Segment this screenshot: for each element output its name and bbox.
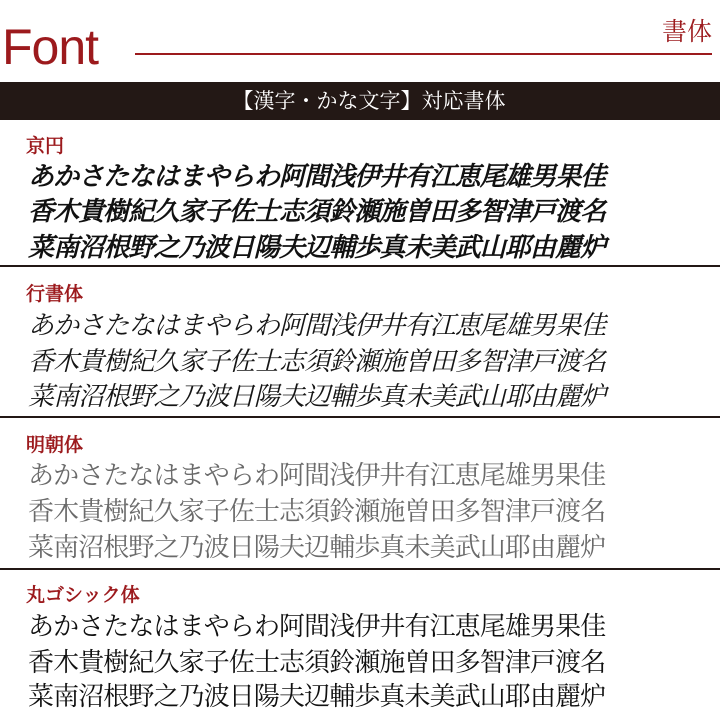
font-sample-line: 菜南沼根野之乃波日陽夫辺輔歩真未美武山耶由麗炉	[28, 382, 606, 412]
page-subtitle: 書体	[661, 17, 712, 46]
font-section-gyosho	[0, 267, 720, 416]
font-sample-line: あかさたなはまやらわ阿間浅伊井有江恵尾雄男果佳	[28, 461, 606, 491]
font-sample-line: 香木貴樹紀久家子佐士志須鈴瀬施曽田多智津戸渡名	[28, 347, 606, 377]
font-sample-line: 香木貴樹紀久家子佐士志須鈴瀬施曽田多智津戸渡名	[28, 648, 606, 678]
font-section-title: 京円	[26, 135, 65, 157]
font-sample-line: 菜南沼根野之乃波日陽夫辺輔歩真未美武山耶由麗炉	[28, 682, 606, 712]
font-sample-line: あかさたなはまやらわ阿間浅伊井有江恵尾雄男果佳	[28, 162, 606, 192]
font-sample-line: 香木貴樹紀久家子佐士志須鈴瀬施曽田多智津戸渡名	[28, 197, 606, 227]
font-sample-line: 菜南沼根野之乃波日陽夫辺輔歩真未美武山耶由麗炉	[28, 233, 606, 263]
font-section-title: 明朝体	[26, 434, 84, 456]
category-band	[0, 82, 720, 120]
font-section-mincho	[0, 418, 720, 568]
font-section-title: 丸ゴシック体	[26, 584, 140, 606]
page-title: Font	[2, 19, 99, 75]
title-divider	[135, 53, 712, 55]
font-sample-line: 菜南沼根野之乃波日陽夫辺輔歩真未美武山耶由麗炉	[28, 533, 606, 563]
font-sample-line: 香木貴樹紀久家子佐士志須鈴瀬施曽田多智津戸渡名	[28, 497, 606, 527]
font-section-maru-gothic	[0, 570, 720, 720]
font-sample-line: あかさたなはまやらわ阿間浅伊井有江恵尾雄男果佳	[28, 612, 606, 642]
category-band-label: 【漢字・かな文字】対応書体	[232, 89, 506, 113]
font-sample-line: あかさたなはまやらわ阿間浅伊井有江恵尾雄男果佳	[28, 311, 606, 341]
font-section-kyoen	[0, 120, 720, 266]
font-section-title: 行書体	[26, 283, 84, 305]
